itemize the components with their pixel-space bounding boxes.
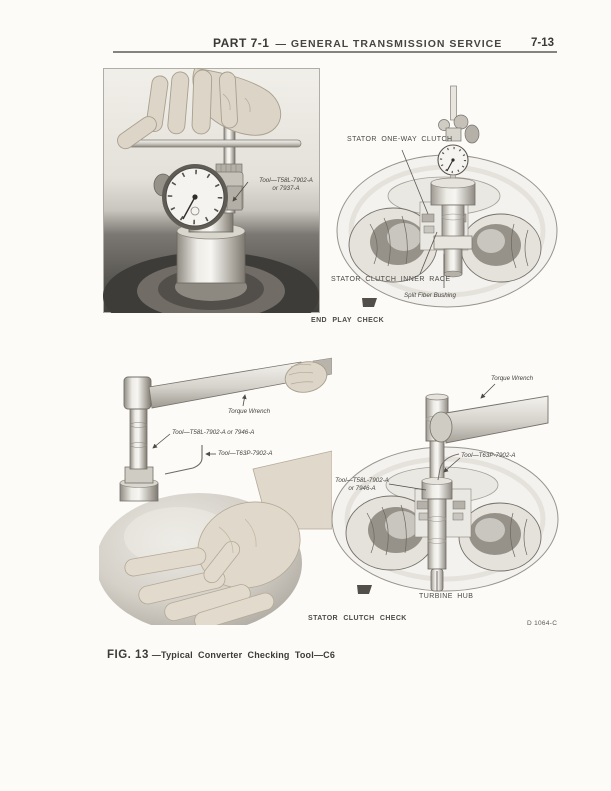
figure-title: —Typical Converter Checking Tool—C6 bbox=[151, 650, 336, 660]
stator-clutch-photo-illustration bbox=[99, 357, 332, 625]
split-fiber-bushing-label: Split Fiber Bushing bbox=[404, 292, 456, 299]
tool-7937-label-line2: or 7937-A bbox=[272, 185, 300, 193]
page-number: 7-13 bbox=[531, 37, 555, 49]
torque-wrench-left-label: Torque Wrench bbox=[228, 408, 271, 415]
dial-indicator-tool bbox=[431, 86, 479, 277]
tool-t63p-right-label: Tool—T63P-7902-A bbox=[461, 452, 516, 459]
stator-clutch-inner-race-label: STATOR CLUTCH INNER RACE bbox=[331, 276, 451, 283]
tool-t58l-right-label-line2: or 7946-A bbox=[348, 485, 376, 493]
tool-t58l-right-label-line1: Tool—T58L-7902-A bbox=[335, 477, 389, 484]
header-rule bbox=[113, 51, 557, 53]
torque-wrench-right-label: Torque Wrench bbox=[491, 375, 534, 382]
page-header bbox=[213, 36, 502, 50]
figure-caption bbox=[107, 649, 335, 661]
tool-7937-label bbox=[250, 177, 322, 194]
stator-clutch-caption: STATOR CLUTCH CHECK bbox=[308, 615, 407, 622]
tool-7937-label-line1: Tool—T58L-7902-A bbox=[259, 177, 313, 184]
tool-t58l-right-label bbox=[332, 477, 392, 494]
section-title: — GENERAL TRANSMISSION SERVICE bbox=[275, 38, 503, 50]
tool-t63p-left-label: Tool—T63P-7902-A bbox=[218, 450, 273, 457]
tool-t58l-left-label: Tool—T58L-7902-A or 7946-A bbox=[172, 429, 255, 436]
part-number-title: PART 7-1 bbox=[213, 36, 270, 50]
stator-one-way-clutch-label: STATOR ONE-WAY CLUTCH bbox=[347, 136, 453, 143]
figure-number: FIG. 13 bbox=[107, 649, 149, 661]
turbine-hub-label: TURBINE HUB bbox=[419, 593, 474, 600]
drawing-number: D 1064-C bbox=[527, 620, 558, 627]
end-play-caption: END PLAY CHECK bbox=[311, 317, 385, 324]
